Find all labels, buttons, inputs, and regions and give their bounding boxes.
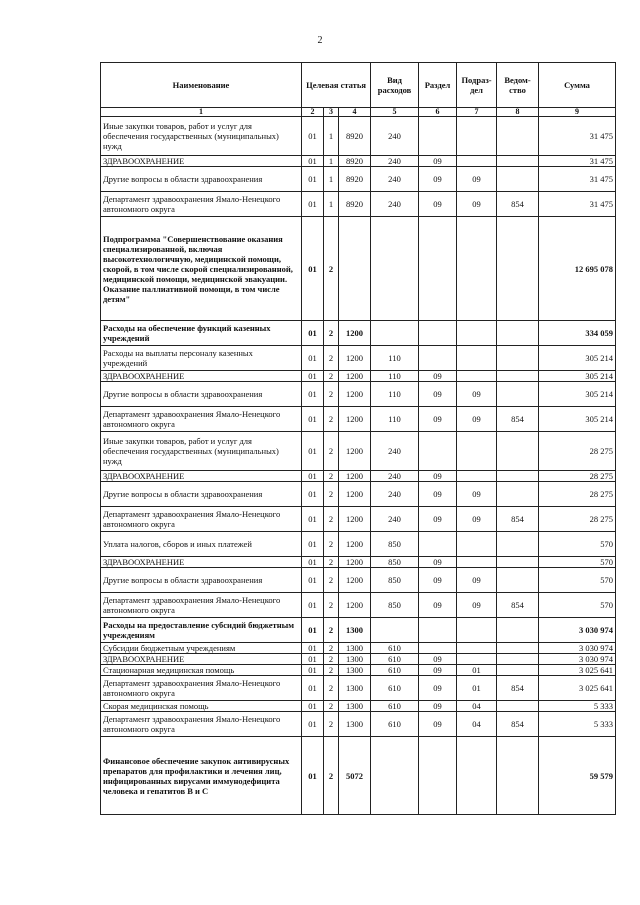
table-row	[101, 665, 616, 676]
table-row	[101, 371, 616, 382]
cell-expense-type: 240	[371, 432, 419, 471]
cell-subprogram: 1	[324, 117, 339, 156]
cell-section	[419, 117, 457, 156]
column-number: 4	[339, 108, 371, 117]
cell-name: Подпрограмма "Совершенствование оказания специализированной, включая высокотехнологичную, медицинской помощи, скорой, в том числе скорой специализированной, медицинской помощи, медицинской эвакуации. Оказание паллиативной помощи, в том числе детям"	[101, 217, 302, 321]
cell-expense-type: 110	[371, 382, 419, 407]
cell-program: 01	[302, 371, 324, 382]
cell-name: Финансовое обеспечение закупок антивирусных препаратов для профилактики и лечения лиц, инфицированных вирусами иммунодефицита человека и гепатитов В и С	[101, 737, 302, 815]
cell-amount: 570	[539, 593, 616, 618]
header-name: Наименование	[101, 63, 302, 108]
cell-amount: 31 475	[539, 167, 616, 192]
cell-subsection: 09	[457, 192, 497, 217]
cell-department	[497, 167, 539, 192]
cell-subprogram: 2	[324, 532, 339, 557]
cell-amount: 305 214	[539, 382, 616, 407]
cell-department: 854	[497, 192, 539, 217]
cell-direction: 1200	[339, 482, 371, 507]
cell-section: 09	[419, 712, 457, 737]
cell-department: 854	[497, 507, 539, 532]
cell-department	[497, 618, 539, 643]
cell-direction: 1300	[339, 712, 371, 737]
cell-section	[419, 217, 457, 321]
cell-name: Уплата налогов, сборов и иных платежей	[101, 532, 302, 557]
table-row	[101, 346, 616, 371]
cell-subsection	[457, 156, 497, 167]
cell-subsection: 01	[457, 676, 497, 701]
cell-expense-type: 850	[371, 557, 419, 568]
cell-subprogram: 2	[324, 471, 339, 482]
cell-direction: 1300	[339, 654, 371, 665]
cell-program: 01	[302, 643, 324, 654]
cell-amount: 28 275	[539, 471, 616, 482]
cell-subprogram: 1	[324, 167, 339, 192]
cell-direction: 1200	[339, 557, 371, 568]
column-number-row	[101, 108, 616, 117]
cell-name: Другие вопросы в области здравоохранения	[101, 482, 302, 507]
table-row	[101, 676, 616, 701]
cell-direction: 1200	[339, 407, 371, 432]
cell-department	[497, 643, 539, 654]
header-department: Ведом-ство	[497, 63, 539, 108]
cell-program: 01	[302, 382, 324, 407]
cell-section: 09	[419, 507, 457, 532]
cell-subsection	[457, 371, 497, 382]
cell-section: 09	[419, 192, 457, 217]
cell-subprogram: 2	[324, 643, 339, 654]
cell-department	[497, 568, 539, 593]
cell-subsection	[457, 346, 497, 371]
cell-department	[497, 532, 539, 557]
cell-expense-type: 850	[371, 568, 419, 593]
cell-department	[497, 737, 539, 815]
cell-amount: 305 214	[539, 407, 616, 432]
table-row	[101, 654, 616, 665]
cell-department	[497, 482, 539, 507]
cell-expense-type: 240	[371, 156, 419, 167]
cell-section: 09	[419, 156, 457, 167]
cell-subprogram: 2	[324, 676, 339, 701]
cell-program: 01	[302, 217, 324, 321]
table-row	[101, 701, 616, 712]
table-row	[101, 321, 616, 346]
cell-name: ЗДРАВООХРАНЕНИЕ	[101, 471, 302, 482]
cell-direction: 1200	[339, 568, 371, 593]
cell-direction: 1300	[339, 676, 371, 701]
cell-direction: 1200	[339, 346, 371, 371]
page-number: 2	[317, 35, 323, 46]
cell-name: Другие вопросы в области здравоохранения	[101, 382, 302, 407]
table-row	[101, 167, 616, 192]
cell-section: 09	[419, 568, 457, 593]
cell-program: 01	[302, 701, 324, 712]
cell-expense-type: 240	[371, 167, 419, 192]
cell-subprogram: 2	[324, 654, 339, 665]
cell-department: 854	[497, 712, 539, 737]
cell-section: 09	[419, 557, 457, 568]
cell-direction: 1300	[339, 665, 371, 676]
cell-section: 09	[419, 654, 457, 665]
cell-name: Департамент здравоохранения Ямало-Ненецкого автономного округа	[101, 407, 302, 432]
cell-subsection: 09	[457, 507, 497, 532]
cell-name: Расходы на обеспечение функций казенных учреждений	[101, 321, 302, 346]
cell-subprogram: 2	[324, 371, 339, 382]
cell-expense-type	[371, 618, 419, 643]
cell-subsection	[457, 618, 497, 643]
cell-subprogram: 2	[324, 407, 339, 432]
cell-amount: 28 275	[539, 507, 616, 532]
cell-expense-type	[371, 321, 419, 346]
cell-direction: 5072	[339, 737, 371, 815]
cell-department	[497, 217, 539, 321]
column-number: 6	[419, 108, 457, 117]
cell-expense-type	[371, 737, 419, 815]
cell-subprogram: 2	[324, 557, 339, 568]
cell-amount: 12 695 078	[539, 217, 616, 321]
cell-section	[419, 643, 457, 654]
cell-department	[497, 346, 539, 371]
cell-subsection	[457, 737, 497, 815]
cell-amount: 3 030 974	[539, 618, 616, 643]
cell-subprogram: 2	[324, 217, 339, 321]
column-number: 2	[302, 108, 324, 117]
header-amount: Сумма	[539, 63, 616, 108]
cell-expense-type: 240	[371, 471, 419, 482]
cell-name: Стационарная медицинская помощь	[101, 665, 302, 676]
cell-program: 01	[302, 156, 324, 167]
cell-department: 854	[497, 676, 539, 701]
cell-direction: 1300	[339, 643, 371, 654]
cell-subsection	[457, 217, 497, 321]
cell-section: 09	[419, 407, 457, 432]
cell-amount: 570	[539, 568, 616, 593]
cell-subprogram: 2	[324, 482, 339, 507]
cell-subsection: 09	[457, 167, 497, 192]
cell-section	[419, 432, 457, 471]
cell-section	[419, 321, 457, 346]
table-row	[101, 712, 616, 737]
table-header-row	[101, 63, 616, 108]
cell-program: 01	[302, 568, 324, 593]
cell-name: ЗДРАВООХРАНЕНИЕ	[101, 654, 302, 665]
cell-program: 01	[302, 482, 324, 507]
cell-direction: 1300	[339, 701, 371, 712]
cell-amount: 3 030 974	[539, 643, 616, 654]
cell-name: Департамент здравоохранения Ямало-Ненецкого автономного округа	[101, 192, 302, 217]
cell-amount: 305 214	[539, 346, 616, 371]
cell-program: 01	[302, 407, 324, 432]
cell-subsection	[457, 532, 497, 557]
cell-name: Департамент здравоохранения Ямало-Ненецкого автономного округа	[101, 712, 302, 737]
table-row	[101, 382, 616, 407]
cell-name: Другие вопросы в области здравоохранения	[101, 568, 302, 593]
cell-section: 09	[419, 676, 457, 701]
header-target-article: Целевая статья	[302, 63, 371, 108]
cell-section: 09	[419, 471, 457, 482]
column-number: 3	[324, 108, 339, 117]
cell-amount: 28 275	[539, 432, 616, 471]
cell-subsection	[457, 654, 497, 665]
cell-subsection	[457, 321, 497, 346]
cell-direction: 8920	[339, 117, 371, 156]
cell-subprogram: 1	[324, 192, 339, 217]
cell-amount: 305 214	[539, 371, 616, 382]
header-subsection: Подраз-дел	[457, 63, 497, 108]
cell-program: 01	[302, 321, 324, 346]
cell-name: ЗДРАВООХРАНЕНИЕ	[101, 557, 302, 568]
table-row	[101, 192, 616, 217]
cell-subsection: 01	[457, 665, 497, 676]
cell-subprogram: 2	[324, 665, 339, 676]
cell-expense-type: 610	[371, 701, 419, 712]
cell-program: 01	[302, 654, 324, 665]
cell-expense-type: 610	[371, 643, 419, 654]
table-row	[101, 568, 616, 593]
cell-subsection	[457, 643, 497, 654]
cell-program: 01	[302, 737, 324, 815]
cell-subsection: 09	[457, 407, 497, 432]
cell-direction: 1300	[339, 618, 371, 643]
table-row	[101, 593, 616, 618]
cell-name: Другие вопросы в области здравоохранения	[101, 167, 302, 192]
cell-section: 09	[419, 482, 457, 507]
cell-amount: 31 475	[539, 192, 616, 217]
cell-subsection	[457, 557, 497, 568]
cell-amount: 334 059	[539, 321, 616, 346]
cell-subprogram: 2	[324, 593, 339, 618]
cell-program: 01	[302, 346, 324, 371]
table-row	[101, 618, 616, 643]
cell-section: 09	[419, 701, 457, 712]
cell-direction: 8920	[339, 156, 371, 167]
cell-section	[419, 618, 457, 643]
cell-program: 01	[302, 593, 324, 618]
cell-department	[497, 654, 539, 665]
column-number: 5	[371, 108, 419, 117]
cell-expense-type: 240	[371, 117, 419, 156]
header-section: Раздел	[419, 63, 457, 108]
cell-name: Иные закупки товаров, работ и услуг для обеспечения государственных (муниципальных) нужд	[101, 432, 302, 471]
cell-amount: 59 579	[539, 737, 616, 815]
table-row	[101, 117, 616, 156]
table-row	[101, 156, 616, 167]
cell-expense-type: 610	[371, 712, 419, 737]
table-row	[101, 507, 616, 532]
cell-direction	[339, 217, 371, 321]
cell-subprogram: 2	[324, 737, 339, 815]
cell-program: 01	[302, 712, 324, 737]
cell-subprogram: 2	[324, 701, 339, 712]
cell-program: 01	[302, 117, 324, 156]
cell-program: 01	[302, 432, 324, 471]
cell-program: 01	[302, 665, 324, 676]
cell-department	[497, 117, 539, 156]
table-row	[101, 532, 616, 557]
cell-subsection: 09	[457, 382, 497, 407]
cell-amount: 570	[539, 532, 616, 557]
cell-subprogram: 2	[324, 346, 339, 371]
cell-direction: 1200	[339, 532, 371, 557]
cell-section: 09	[419, 665, 457, 676]
cell-department	[497, 701, 539, 712]
table-row	[101, 471, 616, 482]
cell-expense-type: 110	[371, 371, 419, 382]
cell-subprogram: 2	[324, 321, 339, 346]
cell-subprogram: 2	[324, 712, 339, 737]
table-row	[101, 432, 616, 471]
cell-department: 854	[497, 407, 539, 432]
cell-expense-type: 610	[371, 665, 419, 676]
cell-name: ЗДРАВООХРАНЕНИЕ	[101, 371, 302, 382]
table-row	[101, 737, 616, 815]
cell-section: 09	[419, 371, 457, 382]
cell-program: 01	[302, 557, 324, 568]
header-expense-type: Вид расходов	[371, 63, 419, 108]
cell-name: Департамент здравоохранения Ямало-Ненецкого автономного округа	[101, 507, 302, 532]
cell-program: 01	[302, 618, 324, 643]
cell-department	[497, 382, 539, 407]
cell-subsection: 04	[457, 701, 497, 712]
cell-name: Департамент здравоохранения Ямало-Ненецкого автономного округа	[101, 676, 302, 701]
cell-amount: 31 475	[539, 117, 616, 156]
cell-subprogram: 2	[324, 432, 339, 471]
column-number: 9	[539, 108, 616, 117]
cell-program: 01	[302, 676, 324, 701]
cell-expense-type	[371, 217, 419, 321]
cell-subsection: 09	[457, 568, 497, 593]
cell-amount: 5 333	[539, 712, 616, 737]
cell-expense-type: 850	[371, 593, 419, 618]
cell-department	[497, 471, 539, 482]
cell-subsection: 09	[457, 482, 497, 507]
cell-subsection	[457, 432, 497, 471]
cell-section	[419, 737, 457, 815]
cell-section	[419, 346, 457, 371]
cell-section: 09	[419, 593, 457, 618]
cell-department	[497, 665, 539, 676]
cell-direction: 1200	[339, 507, 371, 532]
cell-name: Расходы на предоставление субсидий бюджетным учреждениям	[101, 618, 302, 643]
cell-subprogram: 2	[324, 382, 339, 407]
cell-program: 01	[302, 167, 324, 192]
cell-name: ЗДРАВООХРАНЕНИЕ	[101, 156, 302, 167]
cell-name: Департамент здравоохранения Ямало-Ненецкого автономного округа	[101, 593, 302, 618]
cell-amount: 570	[539, 557, 616, 568]
cell-subprogram: 2	[324, 568, 339, 593]
cell-subsection: 09	[457, 593, 497, 618]
cell-direction: 1200	[339, 593, 371, 618]
cell-expense-type: 110	[371, 346, 419, 371]
cell-subprogram: 2	[324, 507, 339, 532]
cell-subprogram: 1	[324, 156, 339, 167]
cell-department	[497, 321, 539, 346]
cell-direction: 1200	[339, 382, 371, 407]
cell-section: 09	[419, 382, 457, 407]
cell-amount: 3 025 641	[539, 676, 616, 701]
cell-direction: 8920	[339, 167, 371, 192]
cell-direction: 1200	[339, 321, 371, 346]
cell-department	[497, 371, 539, 382]
cell-direction: 1200	[339, 471, 371, 482]
budget-table	[100, 62, 616, 815]
cell-department	[497, 557, 539, 568]
cell-amount: 31 475	[539, 156, 616, 167]
table-row	[101, 217, 616, 321]
table-row	[101, 557, 616, 568]
cell-program: 01	[302, 471, 324, 482]
cell-program: 01	[302, 192, 324, 217]
cell-name: Расходы на выплаты персоналу казенных учреждений	[101, 346, 302, 371]
cell-expense-type: 850	[371, 532, 419, 557]
cell-subsection	[457, 471, 497, 482]
cell-department	[497, 432, 539, 471]
table-row	[101, 643, 616, 654]
column-number: 7	[457, 108, 497, 117]
cell-direction: 8920	[339, 192, 371, 217]
cell-subsection	[457, 117, 497, 156]
cell-amount: 5 333	[539, 701, 616, 712]
cell-direction: 1200	[339, 432, 371, 471]
cell-expense-type: 240	[371, 482, 419, 507]
cell-expense-type: 610	[371, 676, 419, 701]
cell-program: 01	[302, 507, 324, 532]
cell-name: Иные закупки товаров, работ и услуг для обеспечения государственных (муниципальных) нужд	[101, 117, 302, 156]
cell-program: 01	[302, 532, 324, 557]
cell-amount: 3 025 641	[539, 665, 616, 676]
column-number: 8	[497, 108, 539, 117]
cell-expense-type: 240	[371, 507, 419, 532]
cell-expense-type: 610	[371, 654, 419, 665]
cell-name: Скорая медицинская помощь	[101, 701, 302, 712]
cell-section: 09	[419, 167, 457, 192]
table-row	[101, 407, 616, 432]
table-row	[101, 482, 616, 507]
cell-amount: 28 275	[539, 482, 616, 507]
cell-subsection: 04	[457, 712, 497, 737]
cell-expense-type: 110	[371, 407, 419, 432]
table-body	[101, 117, 616, 815]
cell-name: Субсидии бюджетным учреждениям	[101, 643, 302, 654]
cell-expense-type: 240	[371, 192, 419, 217]
cell-section	[419, 532, 457, 557]
cell-amount: 3 030 974	[539, 654, 616, 665]
cell-direction: 1200	[339, 371, 371, 382]
cell-department	[497, 156, 539, 167]
cell-subprogram: 2	[324, 618, 339, 643]
column-number: 1	[101, 108, 302, 117]
cell-department: 854	[497, 593, 539, 618]
